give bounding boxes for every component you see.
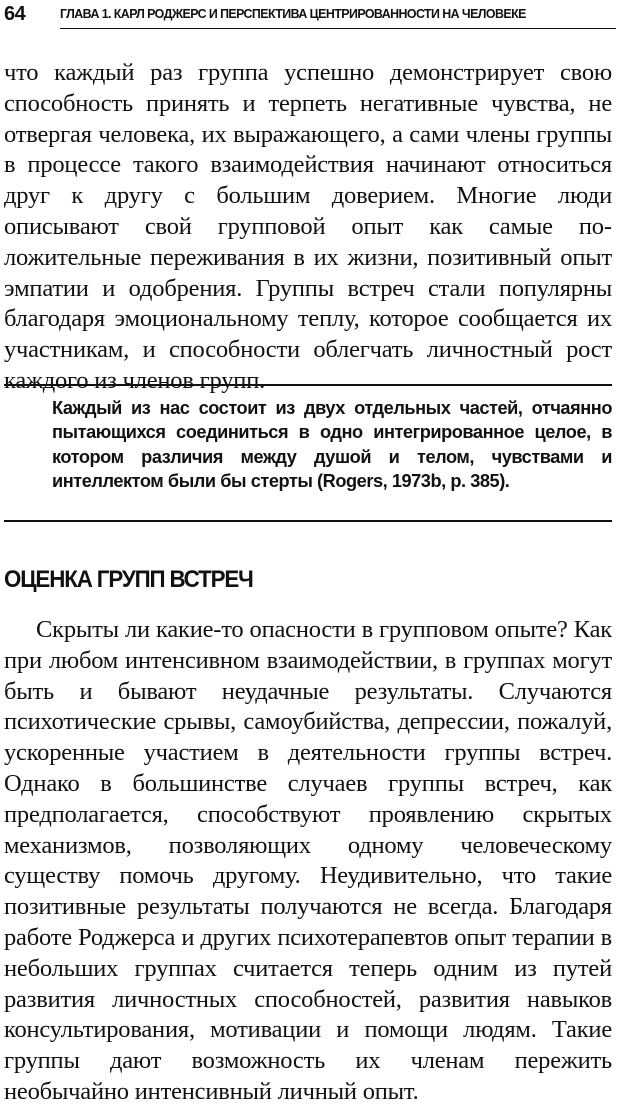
section-heading: ОЦЕНКА ГРУПП ВСТРЕЧ	[4, 566, 253, 593]
quote-top-rule	[4, 384, 612, 386]
running-head	[4, 2, 612, 28]
body-paragraph-2: Скрыты ли какие-то опасности в групповом опыте? Как при любом интенсивном взаимодействии, в группах могут быть и бывают неудачные результаты. Случаются психотические срывы, самоубийства, депрессии, пожалуй, ускоренные участием в деятельности группы встреч. Однако в большинстве случаев группы встреч, как предполагается, способствуют проявлению скрытых механизмов, позволяющих одному человеческому существу помочь другому. Неудивительно, что такие позитивные результаты получаются не всегда. Благодаря работе Роджерса и других психотерапевтов опыт терапии в небольших группах считается теперь одним из путей развития личностных способностей, развития навыков консультирования, мотивации и помощи людям. Такие группы дают возможность их членам пережить необычайно интенсивный личный опыт.	[4, 616, 612, 1105]
page-number: 64	[4, 3, 26, 25]
body-paragraph-1: что каждый раз группа успешно демонстрирует свою способность принять и терпеть негативные чувства, не отвергая человека, их выражающего, а сами члены группы в процессе такого взаимодействия начинают относиться друг к другу с большим доверием. Многие люди описывают свой групповой опыт как самые положительные переживания в их жизни, позитивный опыт эмпатии и одобрения. Группы встреч стали популярны благодаря эмоциональному теплу, которое сообщается их участникам, и способности облегчать личностный рост каждого из членов групп.	[4, 59, 612, 394]
quote-text: Каждый из нас состоит из двух отдельных частей, отчаянно пытающихся соединиться в одно интегрированное целое, в котором различия между душой и телом, чувствами и интеллектом были бы стерты (Rogers, 1973b, р. 385).	[52, 398, 612, 492]
running-title: ГЛАВА 1. КАРЛ РОДЖЕРС И ПЕРСПЕКТИВА ЦЕНТРИРОВАННОСТИ НА ЧЕЛОВЕКЕ	[60, 6, 526, 21]
quote-bottom-rule	[4, 520, 612, 522]
header-rule	[60, 28, 616, 29]
pull-quote	[4, 384, 612, 524]
